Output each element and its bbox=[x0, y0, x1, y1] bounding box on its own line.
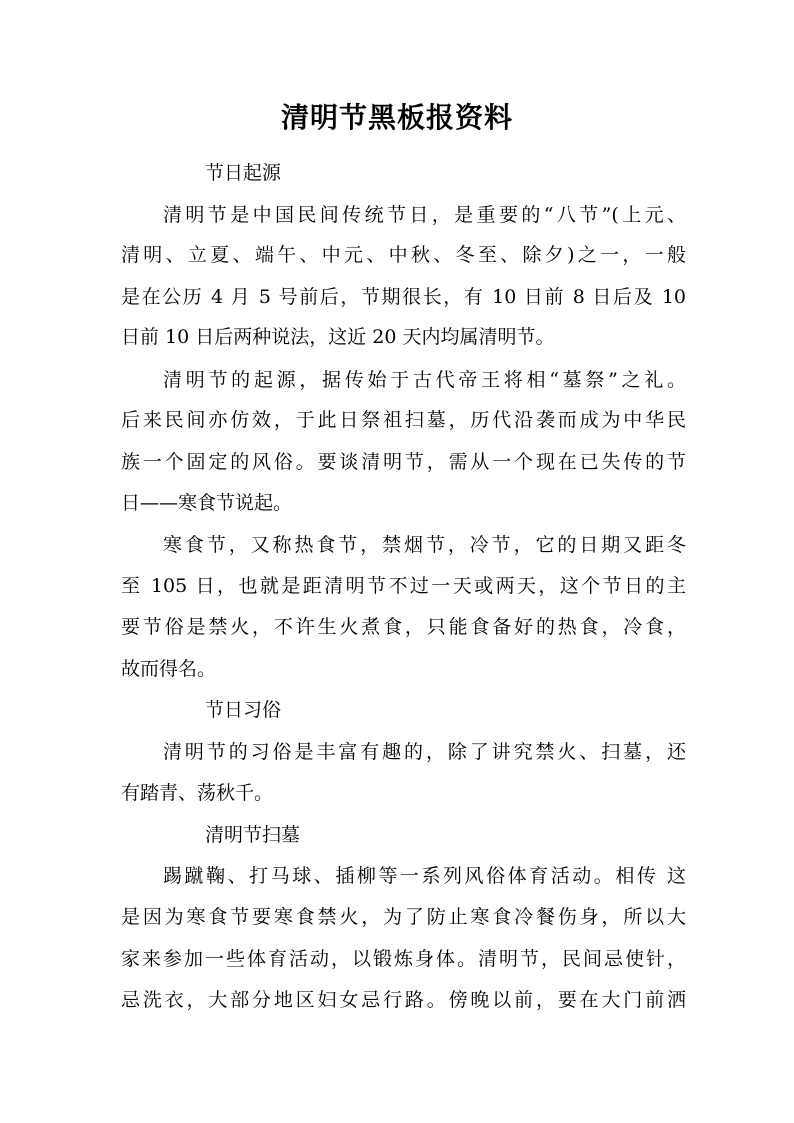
paragraph-line: 寒食节，又称热食节，禁烟节，冷节，它的日期又距冬 bbox=[163, 534, 686, 556]
paragraph-line: 是因为寒食节要寒食禁火，为了防止寒食冷餐伤身，所以大 bbox=[121, 906, 686, 928]
section-heading-customs: 节日习俗 bbox=[205, 699, 282, 721]
paragraph-line: 族一个固定的风俗。要谈清明节，需从一个现在已失传的节 bbox=[121, 451, 686, 473]
paragraph-line: 清明、立夏、端午、中元、中秋、冬至、除夕)之一，一般 bbox=[121, 244, 686, 266]
paragraph-line: 要节俗是禁火，不许生火煮食，只能食备好的热食，冷食， bbox=[121, 616, 686, 638]
paragraph-line: 家来参加一些体育活动，以锻炼身体。清明节，民间忌使针， bbox=[121, 948, 686, 970]
paragraph-line: 日——寒食节说起。 bbox=[121, 492, 293, 514]
paragraph-line: 清明节是中国民间传统节日，是重要的“八节”(上元、 bbox=[163, 204, 686, 226]
paragraph-line: 忌洗衣，大部分地区妇女忌行路。傍晚以前，要在大门前洒 bbox=[121, 989, 686, 1011]
paragraph-line: 故而得名。 bbox=[121, 658, 217, 680]
paragraph-line: 后来民间亦仿效，于此日祭祖扫墓，历代沿袭而成为中华民 bbox=[121, 409, 686, 431]
paragraph-line: 有踏青、荡秋千。 bbox=[121, 782, 274, 804]
paragraph-line: 日前 10 日后两种说法，这近 20 天内均属清明节。 bbox=[121, 326, 555, 348]
paragraph-line: 清明节的起源，据传始于古代帝王将相“墓祭”之礼。 bbox=[163, 369, 686, 391]
document-title: 清明节黑板报资料 bbox=[280, 101, 513, 134]
section-heading-origin: 节日起源 bbox=[205, 162, 282, 184]
paragraph-line: 踢蹴鞠、打马球、插柳等一系列风俗体育活动。相传 这 bbox=[163, 865, 686, 887]
section-heading-tomb-sweeping: 清明节扫墓 bbox=[205, 824, 301, 846]
paragraph-line: 是在公历 4 月 5 号前后，节期很长，有 10 日前 8 日后及 10 bbox=[121, 286, 686, 308]
paragraph-line: 清明节的习俗是丰富有趣的，除了讲究禁火、扫墓，还 bbox=[163, 741, 686, 763]
paragraph-line: 至 105 日，也就是距清明节不过一天或两天，这个节日的主 bbox=[121, 575, 686, 597]
